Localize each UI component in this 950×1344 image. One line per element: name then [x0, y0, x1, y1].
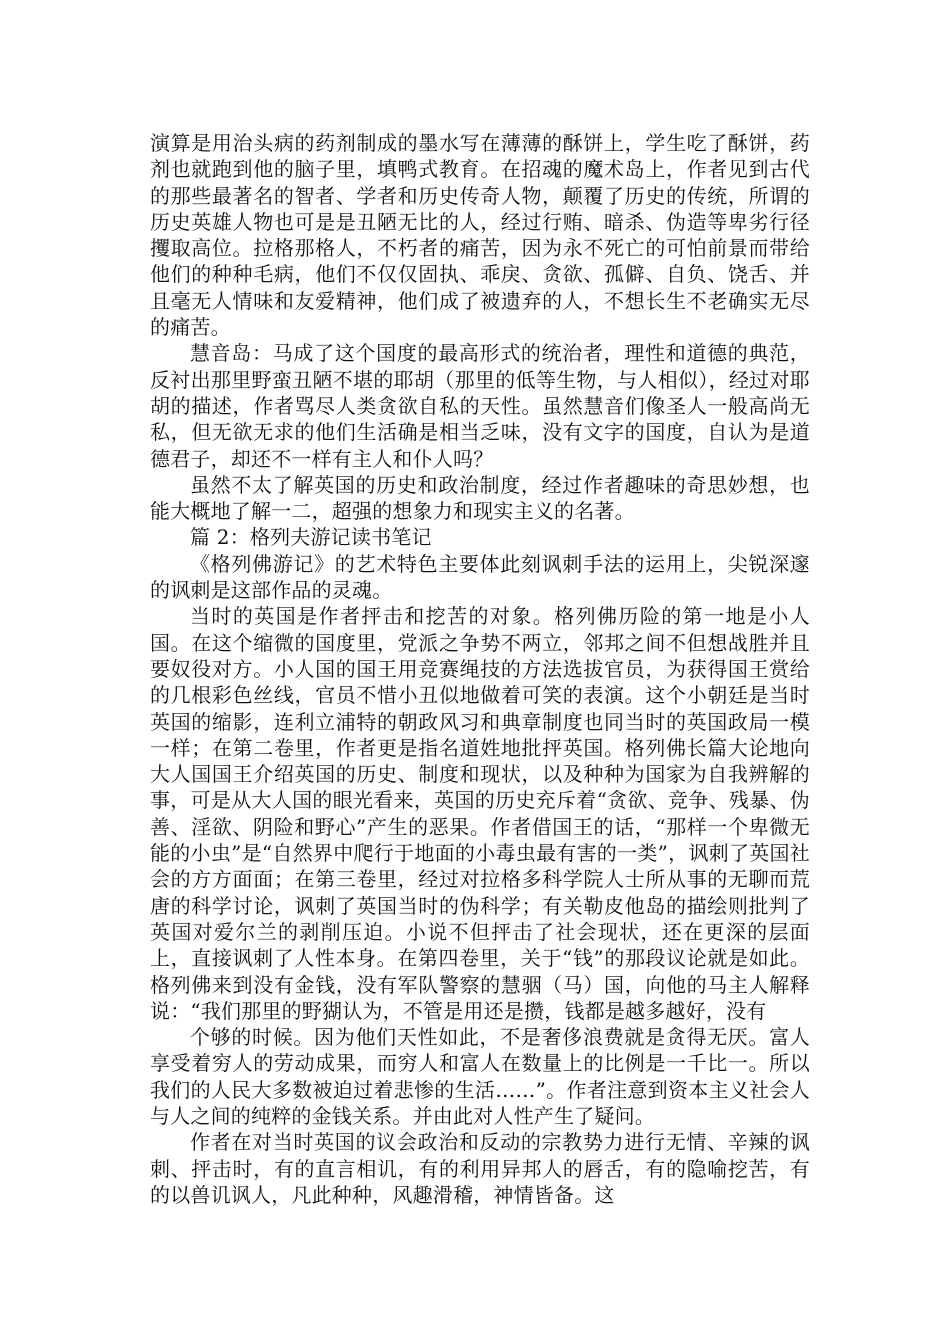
paragraph-7: 作者在对当时英国的议会政治和反动的宗教势力进行无情、辛辣的讽刺、抨击时，有的直言相讥，有的利用异邦人的唇舌，有的隐喻挖苦，有的以兽讥讽人，凡此种种，风趣滑稽，神情皆备。这 [150, 1130, 810, 1207]
paragraph-2: 慧音岛：马成了这个国度的最高形式的统治者，理性和道德的典范，反衬出那里野蛮丑陋不堪的耶胡（那里的低等生物，与人相似），经过对耶胡的描述，作者骂尽人类贪欲自私的天性。虽然慧音们像圣人一般高尚无私，但无欲无求的他们生活确是相当乏味，没有文字的国度，自认为是道德君子，却还不一样有主人和仆人吗？ [150, 341, 810, 471]
paragraph-6: 个够的时候。因为他们天性如此，不是奢侈浪费就是贪得无厌。富人享受着穷人的劳动成果，而穷人和富人在数量上的比例是一千比一。所以我们的人民大多数被迫过着悲惨的生活……”。作者注意到资本主义社会人与人之间的纯粹的金钱关系。并由此对人性产生了疑问。 [150, 1025, 810, 1128]
paragraph-4: 《格列佛游记》的艺术特色主要体此刻讽刺手法的运用上，尖锐深邃的讽刺是这部作品的灵魂。 [150, 551, 810, 603]
paragraph-5: 当时的英国是作者抨击和挖苦的对象。格列佛历险的第一地是小人国。在这个缩微的国度里，党派之争势不两立，邻邦之间不但想战胜并且要奴役对方。小人国的国王用竞赛绳技的方法选拔官员，为获得国王赏给的几根彩色丝线，官员不惜小丑似地做着可笑的表演。这个小朝廷是当时英国的缩影，连利立浦特的朝政风习和典章制度也同当时的英国政局一模一样；在第二卷里，作者更是指名道姓地批抨英国。格列佛长篇大论地向大人国国王介绍英国的历史、制度和现状，以及种种为国家为自我辨解的事，可是从大人国的眼光看来，英国的历史充斥着“贪欲、竞争、残暴、伪善、淫欲、阴险和野心”产生的恶果。作者借国王的话，“那样一个卑微无能的小虫”是“自然界中爬行于地面的小毒虫最有害的一类”，讽刺了英国社会的方方面面；在第三卷里，经过对拉格多科学院人士所从事的无聊而荒唐的科学讨论，讽刺了英国当时的伪科学；有关勒皮他岛的描绘则批判了英国对爱尔兰的剥削压迫。小说不但抨击了社会现状，还在更深的层面上，直接讽刺了人性本身。在第四卷里，关于“钱”的那段议论就是如此。格列佛来到没有金钱，没有军队警察的慧骃（马）国，向他的马主人解释说：“我们那里的野猢认为，不管是用还是攒，钱都是越多越好，没有 [150, 604, 810, 1023]
section-heading: 篇 2：格列夫游记读书笔记 [190, 525, 432, 550]
paragraph-1: 演算是用治头病的药剂制成的墨水写在薄薄的酥饼上，学生吃了酥饼，药剂也就跑到他的脑子里，填鸭式教育。在招魂的魔术岛上，作者见到古代的那些最著名的智者、学者和历史传奇人物，颠覆了历史的传统，所谓的历史英雄人物也可是是丑陋无比的人，经过行贿、暗杀、伪造等卑劣行径攫取高位。拉格那格人，不朽者的痛苦，因为永不死亡的可怕前景而带给他们的种种毛病，他们不仅仅固执、乖戾、贪欲、孤僻、自负、饶舌、并且毫无人情味和友爱精神，他们成了被遗弃的人，不想长生不老确实无尽的痛苦。 [150, 131, 810, 340]
paragraph-3: 虽然不太了解英国的历史和政治制度，经过作者趣味的奇思妙想，也能大概地了解一二，超强的想象力和现实主义的名著。 [150, 472, 810, 524]
document-body [150, 130, 810, 1208]
